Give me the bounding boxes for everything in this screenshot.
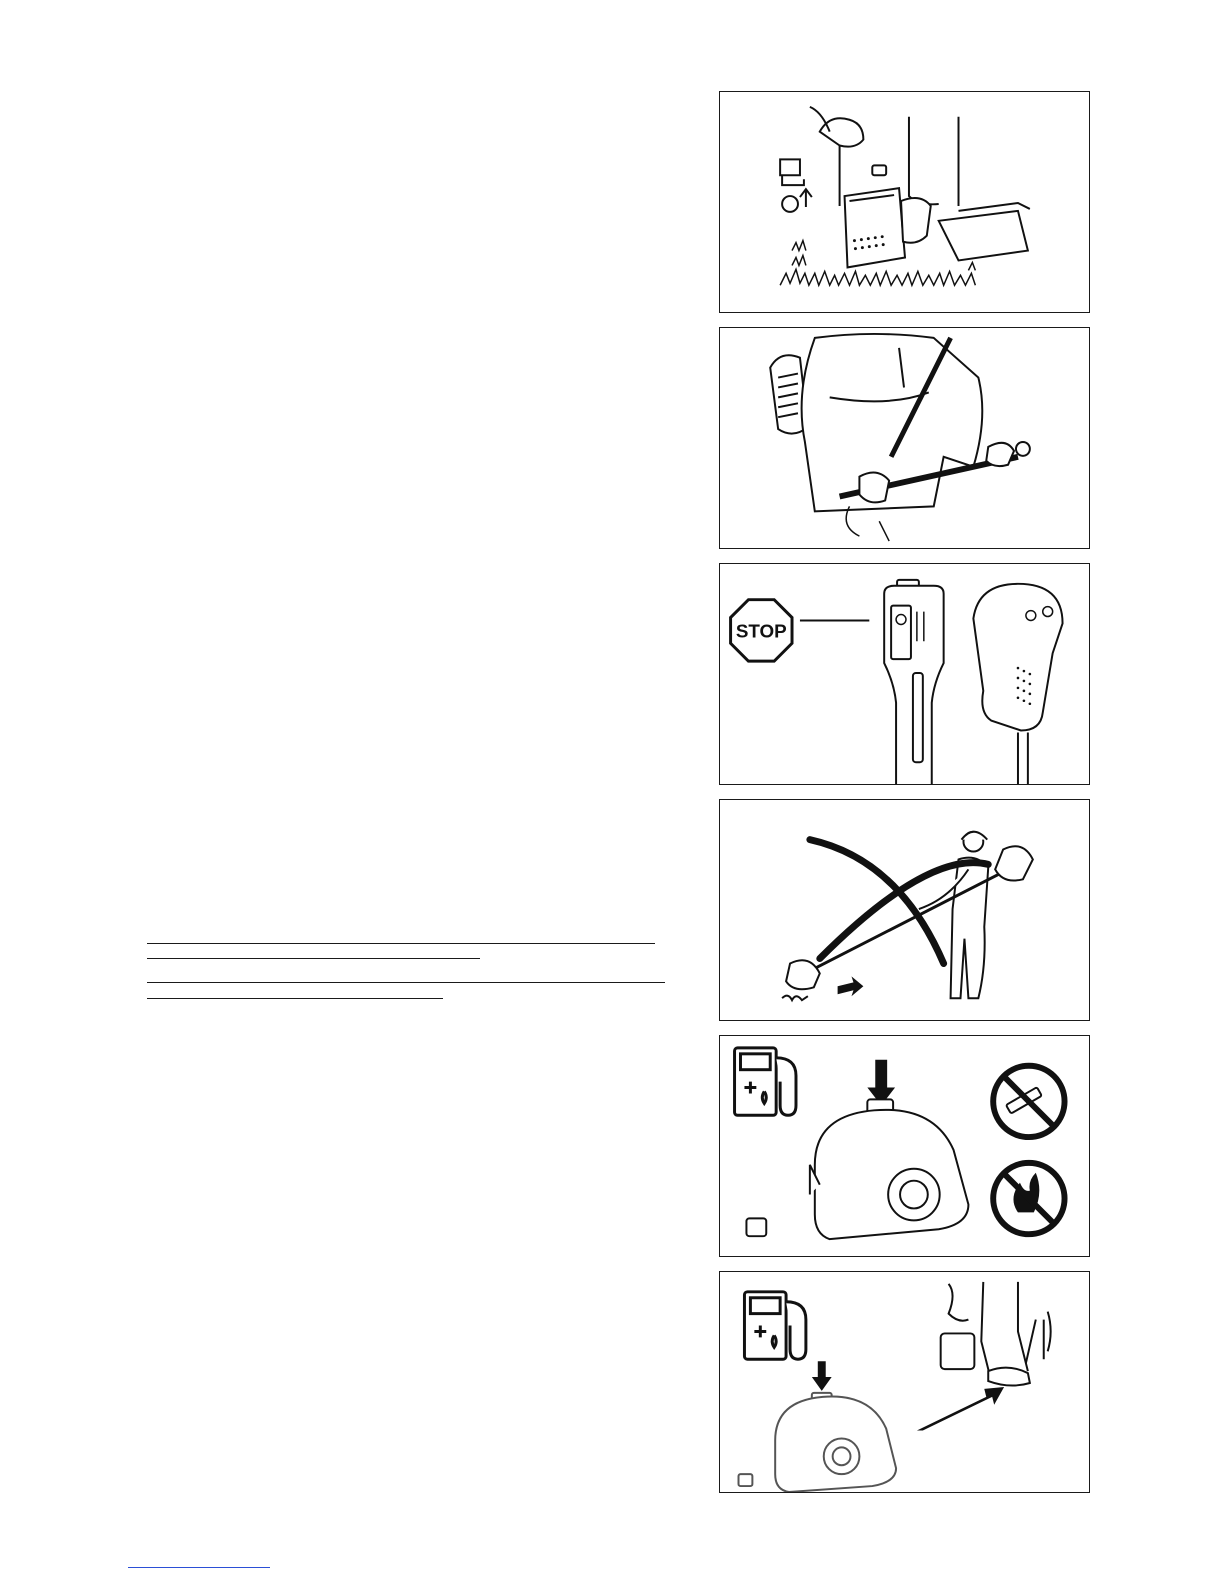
footer-link[interactable] [128,1567,270,1568]
stop-switch-icon [720,564,1089,784]
no-flame-icon [993,1163,1064,1234]
divider-rule [147,998,443,999]
panel-refuel-no-smoking [719,1035,1090,1257]
stop-label: STOP [735,620,787,642]
crossed-out-operator-icon [720,800,1089,1020]
panel-stop-switch [719,563,1090,785]
harness-strap-icon [720,328,1089,548]
choke-pull-start-icon [720,92,1089,312]
panel-no-forward-cutting [719,799,1090,1021]
panel-start-engine [719,91,1090,313]
panel-move-before-start [719,1271,1090,1493]
panel-harness [719,327,1090,549]
fuel-pump-icon [720,1272,1089,1492]
divider-rule [147,982,665,983]
no-smoking-icon [993,1066,1064,1137]
divider-rule [147,943,655,944]
fuel-pump-icon [720,1036,1089,1256]
divider-rule [147,958,480,959]
